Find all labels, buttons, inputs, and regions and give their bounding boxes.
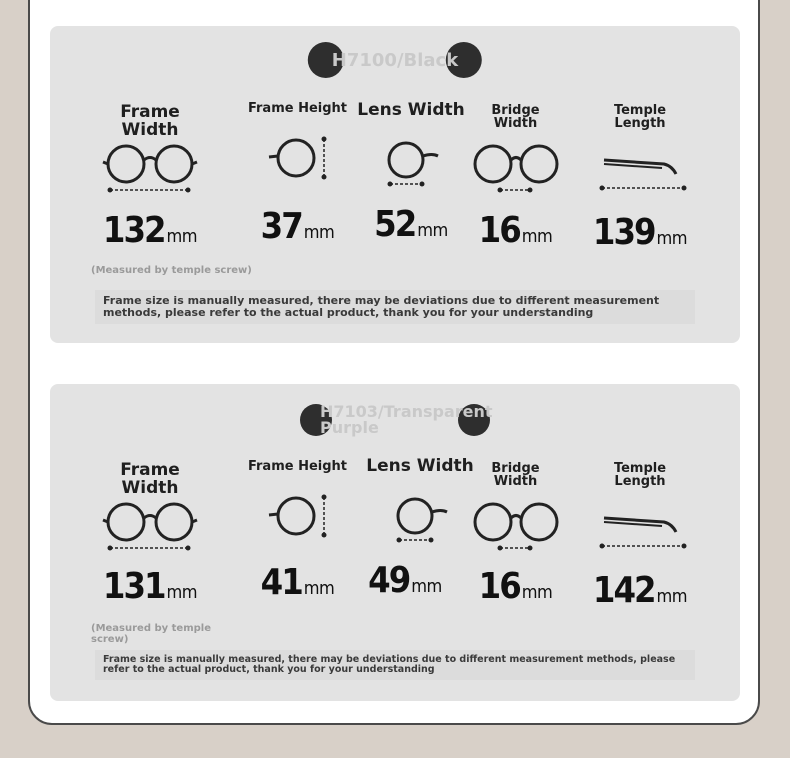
temple-length-spec (590, 462, 690, 611)
frame-height-label: Frame Height (247, 459, 348, 474)
frame-height-value: 37 mm (260, 205, 335, 247)
lens-width-spec (355, 102, 467, 245)
measurement-disclaimer: Frame size is manually measured, there may be deviations due to different measurement methods, please refer to the actual product, thank you for your understanding (95, 290, 695, 324)
bridge-width-spec (468, 462, 563, 607)
lens-width-icon (376, 134, 446, 192)
bridge-width-label: Bridge Width (491, 461, 540, 489)
bridge-width-value: 16 mm (478, 210, 553, 251)
lens-width-spec (355, 458, 485, 601)
frame-width-icon (100, 140, 200, 198)
temple-length-label: Temple Length (613, 461, 667, 489)
temple-length-icon (592, 498, 688, 556)
measured-note: (Measured by temple screw) (91, 265, 252, 276)
model-name: H7100/Black (331, 49, 459, 71)
bridge-width-icon (470, 498, 562, 556)
frame-width-spec (100, 462, 200, 607)
frame-width-value: 132 mm (102, 209, 198, 251)
size-panel-black (50, 26, 740, 343)
temple-length-value: 139 mm (592, 212, 688, 253)
bridge-width-value: 16 mm (478, 566, 553, 607)
frame-width-value: 131 mm (102, 565, 198, 607)
model-badge (308, 42, 482, 78)
bridge-width-label: Bridge Width (491, 103, 540, 131)
lens-width-label: Lens Width (357, 100, 465, 120)
measurement-disclaimer: Frame size is manually measured, there may be deviations due to different measurement methods, please refer to the actual product, thank you for your understanding (95, 650, 695, 680)
frame-width-label: Frame Width (120, 102, 180, 140)
size-panel-transparent-purple (50, 384, 740, 701)
frame-width-spec (100, 104, 200, 251)
bridge-width-icon (470, 140, 562, 198)
bridge-width-spec (468, 104, 563, 251)
lens-width-icon (385, 490, 455, 548)
lens-width-value: 52 mm (374, 203, 448, 245)
frame-height-icon (263, 490, 333, 548)
frame-height-icon (263, 132, 333, 190)
temple-length-icon (592, 140, 688, 198)
frame-width-icon (100, 498, 200, 556)
model-name: H7103/Transparent Purple (320, 402, 493, 437)
lens-width-value: 49 mm (368, 559, 442, 601)
frame-height-label: Frame Height (247, 101, 348, 116)
model-badge (300, 402, 493, 438)
frame-height-spec (245, 102, 350, 247)
frame-height-value: 41 mm (260, 561, 335, 603)
measured-note: (Measured by temple screw) (91, 623, 211, 645)
temple-length-label: Temple Length (613, 103, 667, 131)
temple-length-value: 142 mm (592, 570, 688, 611)
temple-length-spec (590, 104, 690, 253)
lens-width-label: Lens Width (366, 456, 474, 476)
frame-width-label: Frame Width (120, 460, 180, 498)
